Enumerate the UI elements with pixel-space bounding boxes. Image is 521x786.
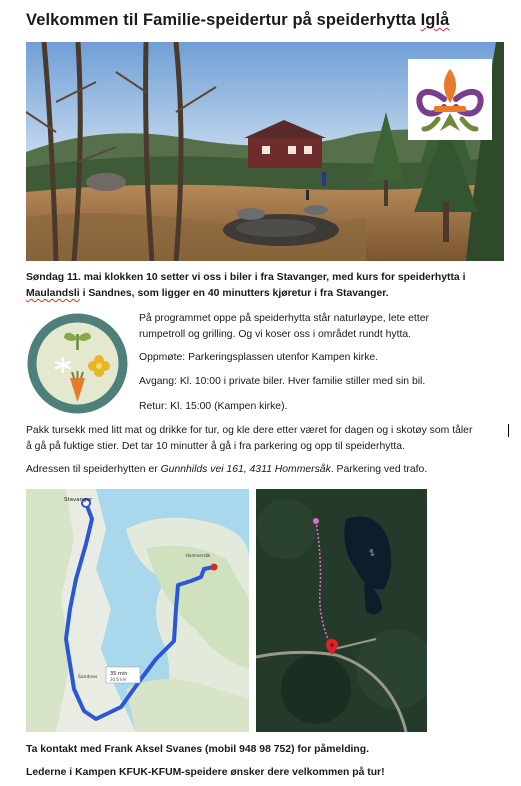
contact-line: Ta kontakt med Frank Aksel Svanes (mobil 948 98 752) for påmelding. [26, 744, 370, 755]
city-label-mid: Sandnes [78, 675, 98, 680]
title-main: Velkommen til Familie-speidertur på speiderhytta [26, 11, 421, 29]
packing-paragraph [26, 423, 512, 455]
address-value: Gunnhilds vei 161, 4311 Hommersåk [160, 464, 331, 475]
intro-line-1: Søndag 11. mai klokken 10 setter vi oss i biler i fra Stavanger, med kurs for speiderhytta i [26, 272, 466, 283]
return-info: Retur: Kl. 15:00 (Kampen kirke). [139, 401, 288, 412]
destination-label: Hommersåk [186, 553, 211, 558]
activity-badge [26, 312, 129, 415]
closing-line: Lederne i Kampen KFUK-KFUM-speidere ønsker dere velkommen på tur! [26, 767, 385, 778]
route-map [26, 489, 249, 732]
intro-place: Maulandsli [26, 288, 80, 299]
satellite-map-image [256, 489, 427, 732]
address-prefix: Adressen til speiderhytten er [26, 464, 161, 475]
address-paragraph [26, 462, 512, 478]
page-title [26, 11, 449, 30]
packing-line-2: å gå på fuktige stier. Det tar 10 minutter å gå i fra parkering og opp til speiderhytta. [26, 441, 405, 452]
city-label-top: Stavanger [64, 497, 93, 503]
fleur-de-lis-logo [408, 59, 492, 140]
hero-photo [26, 42, 504, 261]
cabin-marker [313, 518, 319, 524]
program-line-1: På programmet oppe på speiderhytta står naturløype, lete etter [139, 313, 429, 324]
badge-icon [26, 312, 129, 415]
packing-line-1: Pakk tursekk med litt mat og drikke for tur, og kle dere etter været for dagen og i skotøy som tåler [26, 425, 473, 436]
departure-info: Avgang: Kl. 10:00 i private biler. Hver familie stiller med sin bil. [139, 376, 426, 387]
program-paragraph [139, 311, 509, 343]
intro-paragraph [26, 270, 506, 302]
address-suffix: . Parkering ved trafo. [330, 464, 428, 475]
lake-label: Iglå [369, 548, 376, 557]
title-tail: Iglå [420, 11, 450, 29]
program-line-2: rumpetroll og grilling. Og vi koser oss i området rundt hytta. [139, 329, 412, 340]
fleur-de-lis-icon [408, 59, 492, 140]
meeting-point: Oppmøte: Parkeringsplassen utenfor Kampen kirke. [139, 352, 379, 363]
destination-marker [211, 564, 218, 571]
text-cursor [508, 424, 509, 437]
route-map-image [26, 489, 249, 732]
satellite-map [256, 489, 427, 732]
intro-line-2: i Sandnes, som ligger en 40 minutters kjøretur i fra Stavanger. [79, 288, 389, 299]
route-distance: 30,6 km [110, 677, 127, 682]
route-duration: 35 min [110, 671, 128, 677]
